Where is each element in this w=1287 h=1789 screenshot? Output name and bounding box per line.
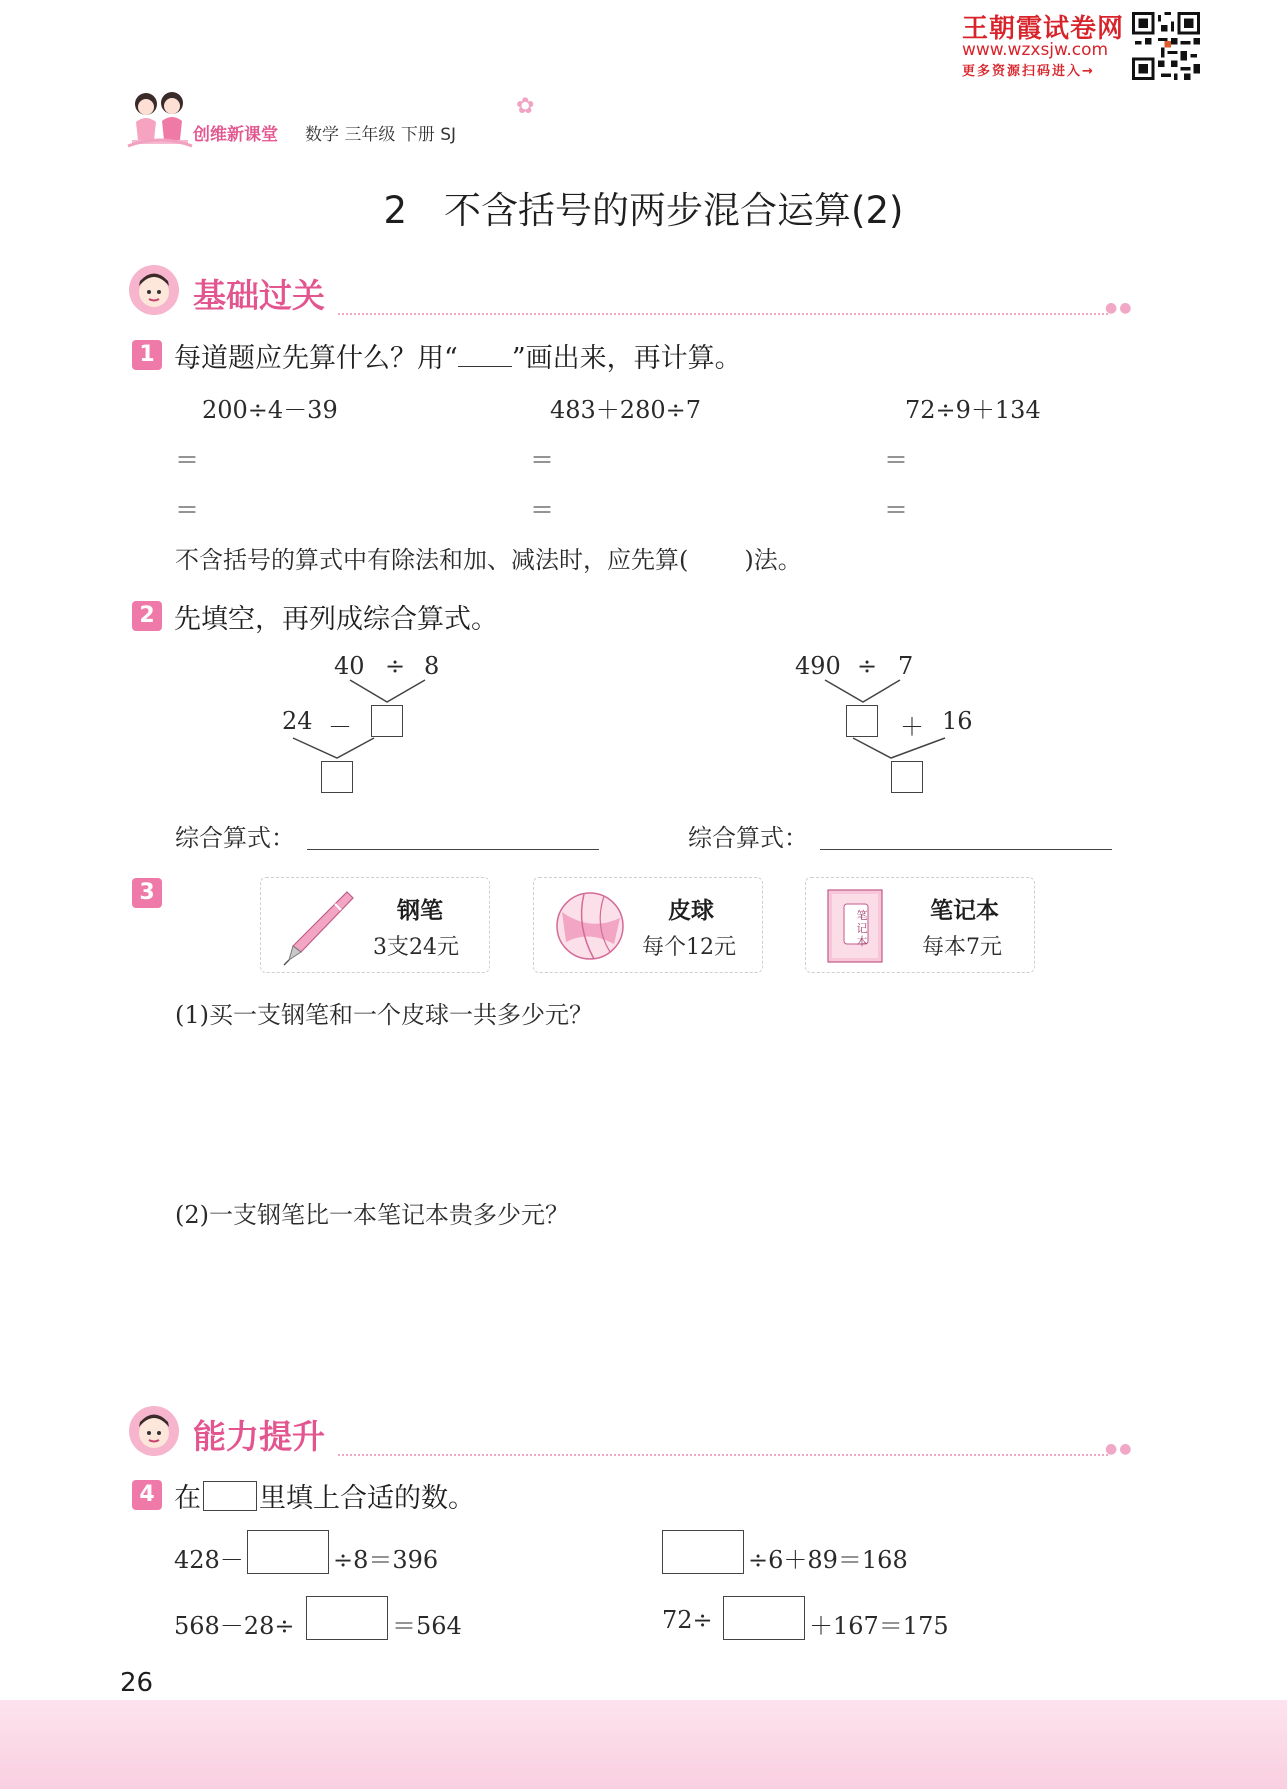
q4-eq3-right: ＝564 [392,1612,462,1640]
q4-eq4-right: ＋167＝175 [809,1612,949,1640]
tree-right-b: 7 [898,652,914,680]
q4-eq1-right: ÷8＝396 [333,1546,439,1574]
qr-code-icon[interactable] [1132,12,1200,80]
q4-eq3-left: 568－28÷ [174,1612,295,1640]
footer-band [0,1700,1287,1789]
equals-sign: ＝ [884,446,908,474]
answer-box[interactable] [306,1596,388,1640]
product-price: 每本7元 [922,935,1002,960]
product-card-notebook [805,877,1035,973]
mascot-kids-icon [126,88,194,154]
combined-label-right: 综合算式： [688,824,808,852]
product-name: 皮球 [668,898,714,924]
ball-icon [554,890,626,962]
edition: SJ [440,125,457,145]
section-divider [338,1454,1108,1456]
q2-prompt: 先填空，再列成综合算式。 [174,604,498,635]
sample-box [203,1481,257,1511]
answer-line[interactable] [307,849,599,850]
watermark-note: 更多资源扫码进入→ [962,64,1095,79]
product-price: 每个12元 [642,935,736,960]
q1-expression-1: 200÷4－39 [202,396,338,424]
volume: 下册 [400,125,435,145]
flower-ornament-icon: ✿ [516,94,535,119]
q1-expression-3: 72÷9＋134 [905,396,1041,424]
q1-prompt-a: 每道题应先算什么？用“ [174,343,458,374]
q3-sub-question-2: (2)一支钢笔比一本笔记本贵多少元？ [175,1201,569,1229]
q4-prompt [174,1476,475,1515]
tree-right-a: 490 [795,652,841,680]
tree-right-op2: ＋ [900,713,924,741]
underline-sample [458,344,512,367]
q3-sub-question-1: (1)买一支钢笔和一个皮球一共多少元？ [175,1001,593,1029]
product-price: 3支24元 [373,935,459,960]
product-card-ball [533,877,763,973]
q4-eq1-left: 428－ [174,1546,244,1574]
q4-prompt-a: 在 [174,1483,201,1514]
section-divider [338,313,1108,315]
product-name: 钢笔 [397,898,443,924]
product-card-pen [260,877,490,973]
answer-line[interactable] [820,849,1112,850]
dots-ornament-icon: ●● [1105,1441,1134,1457]
q4-eq4-left: 72÷ [662,1606,713,1634]
page-title: 2 不含括号的两步混合运算(2) [383,189,904,232]
subject: 数学 [305,125,339,145]
tree-left-c: 24 [282,707,313,735]
answer-box[interactable] [846,705,878,737]
mascot-avatar-icon [128,264,180,316]
page-number: 26 [120,1668,154,1698]
tree-right-c: 16 [942,707,973,735]
tree-left-a: 40 [334,652,365,680]
tree-right-op1: ÷ [857,652,878,680]
q1-rule [175,540,802,575]
section-basic-title: 基础过关 [193,276,325,315]
tree-left-b: 8 [424,652,440,680]
equals-sign: ＝ [175,496,199,524]
answer-box[interactable] [662,1530,744,1574]
equals-sign: ＝ [884,496,908,524]
answer-box[interactable] [891,761,923,793]
q1-rule-a: 不含括号的算式中有除法和加、减法时，应先算( [175,546,689,574]
tree-left-op1: ÷ [385,652,406,680]
section-advanced-title: 能力提升 [193,1417,325,1456]
tree-left-op2: － [328,713,352,741]
question-number-2: 2 [132,601,162,631]
equals-sign: ＝ [530,446,554,474]
watermark-url[interactable]: www.wzxsjw.com [962,40,1109,60]
answer-box[interactable] [371,705,403,737]
equals-sign: ＝ [530,496,554,524]
question-number-3: 3 [132,878,162,908]
series-name: 创维新课堂 [193,125,278,145]
combined-label-left: 综合算式： [175,824,295,852]
question-number-4: 4 [132,1480,162,1510]
q1-rule-b: )法。 [744,546,802,574]
mascot-avatar-icon [128,1405,180,1457]
question-number-1: 1 [132,340,162,370]
q1-prompt-b: ”画出来，再计算。 [511,343,742,374]
answer-box[interactable] [247,1530,329,1574]
grade: 三年级 [344,125,396,145]
dots-ornament-icon: ●● [1105,300,1134,316]
answer-box[interactable] [321,761,353,793]
watermark-brand: 王朝霞试卷网 [962,14,1125,44]
q4-eq2-right: ÷6＋89＝168 [748,1546,908,1574]
product-name: 笔记本 [930,898,999,924]
q4-prompt-b: 里填上合适的数。 [259,1483,475,1514]
notebook-cover-label: 笔记本 [856,909,868,948]
q1-expression-2: 483＋280÷7 [550,396,701,424]
pen-icon [277,886,357,968]
q1-prompt [174,336,742,375]
equals-sign: ＝ [175,446,199,474]
answer-box[interactable] [723,1596,805,1640]
book-info [305,120,456,145]
